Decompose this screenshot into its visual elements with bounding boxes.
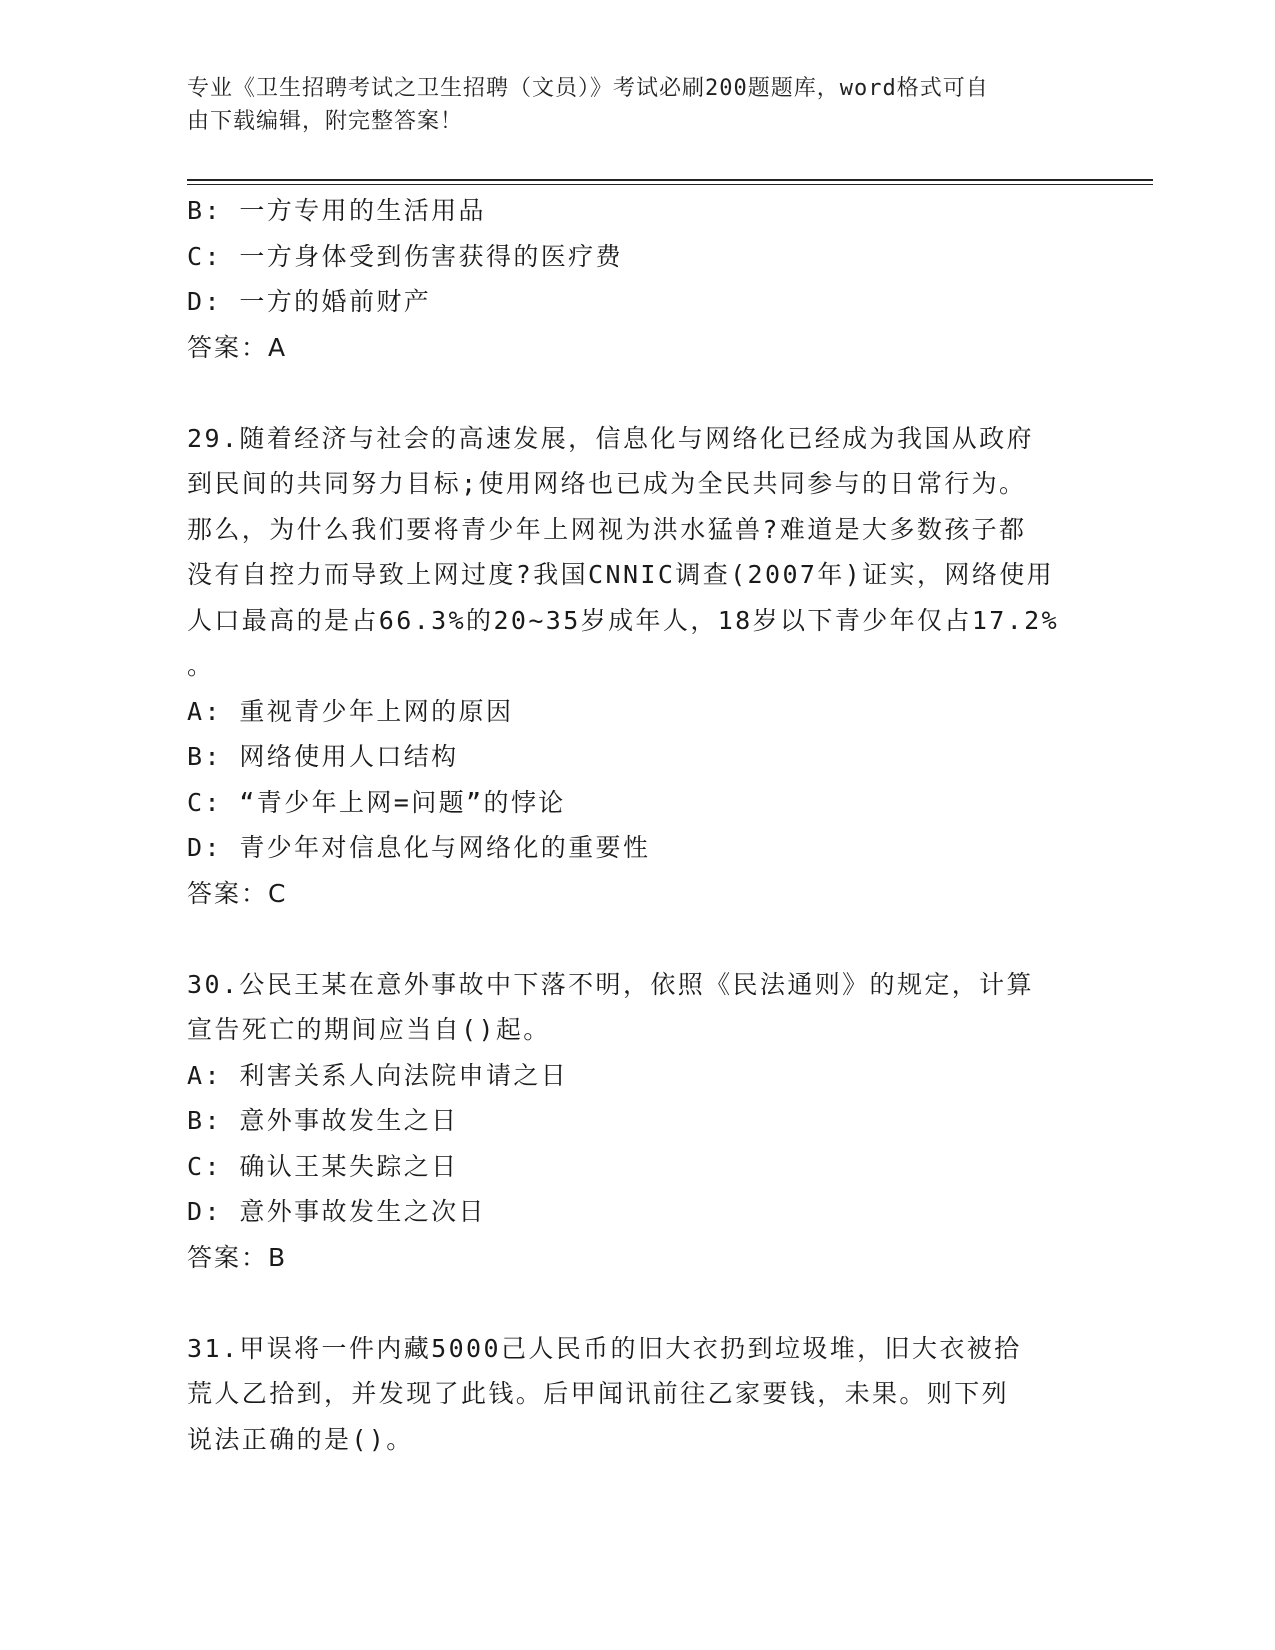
answer-value: C [268, 878, 286, 908]
q30-answer [187, 1235, 1087, 1281]
q28-option-c: C: 一方身体受到伤害获得的医疗费 [187, 241, 623, 271]
header-line-2: 由下载编辑，附完整答案！ [187, 109, 464, 134]
spacer [187, 370, 1087, 416]
q30-option-b: B: 意外事故发生之日 [187, 1106, 459, 1135]
q29-stem-line: 人口最高的是占66.3%的20~35岁成年人，18岁以下青少年仅占17.2% [187, 605, 1060, 635]
document-header [187, 72, 1087, 138]
q29-stem-line: 。 [187, 651, 215, 680]
q31-stem-line: 31.甲误将一件内藏5000己人民币的旧大衣扔到垃圾堆，旧大衣被拾 [187, 1333, 1022, 1363]
q31-stem-line: 说法正确的是()。 [187, 1424, 414, 1454]
q28-option-b: B: 一方专用的生活用品 [187, 196, 486, 225]
q30-stem-line: 宣告死亡的期间应当自()起。 [187, 1015, 551, 1044]
spacer [187, 1280, 1087, 1326]
q29-stem-line: 29.随着经济与社会的高速发展，信息化与网络化已经成为我国从政府 [187, 423, 1034, 453]
answer-label: 答案： [187, 1242, 269, 1272]
q31-stem-line: 荒人乙拾到，并发现了此钱。后甲闻讯前往乙家要钱，未果。则下列 [187, 1379, 1010, 1408]
header-rule-thin [187, 184, 1153, 185]
answer-label: 答案： [187, 878, 269, 908]
q29-stem-line: 那么，为什么我们要将青少年上网视为洪水猛兽?难道是大多数孩子都 [187, 514, 1027, 544]
q29-option-a: A: 重视青少年上网的原因 [187, 696, 514, 726]
q30-option-c: C: 确认王某失踪之日 [187, 1151, 459, 1181]
q28-answer [187, 325, 1087, 371]
header-line-1: 专业《卫生招聘考试之卫生招聘（文员）》考试必刷200题题库，word格式可自 [187, 76, 989, 101]
q30-option-a: A: 利害关系人向法院申请之日 [187, 1060, 569, 1090]
header-rule-thick [187, 179, 1153, 181]
answer-value: B [268, 1242, 286, 1272]
q30-stem-line: 30.公民王某在意外事故中下落不明，依照《民法通则》的规定，计算 [187, 969, 1034, 999]
q29-answer [187, 871, 1087, 917]
question-content [187, 188, 1087, 1462]
q29-option-c: C: “青少年上网=问题”的悖论 [187, 787, 566, 817]
q29-option-d: D: 青少年对信息化与网络化的重要性 [187, 833, 651, 862]
answer-label: 答案： [187, 332, 269, 362]
q29-option-b: B: 网络使用人口结构 [187, 742, 459, 771]
q29-stem-line: 没有自控力而导致上网过度?我国CNNIC调查(2007年)证实，网络使用 [187, 560, 1055, 589]
q30-option-d: D: 意外事故发生之次日 [187, 1197, 486, 1226]
answer-value: A [268, 332, 286, 362]
q28-option-d: D: 一方的婚前财产 [187, 287, 432, 316]
spacer [187, 916, 1087, 962]
q29-stem-line: 到民间的共同努力目标;使用网络也已成为全民共同参与的日常行为。 [187, 469, 1027, 498]
